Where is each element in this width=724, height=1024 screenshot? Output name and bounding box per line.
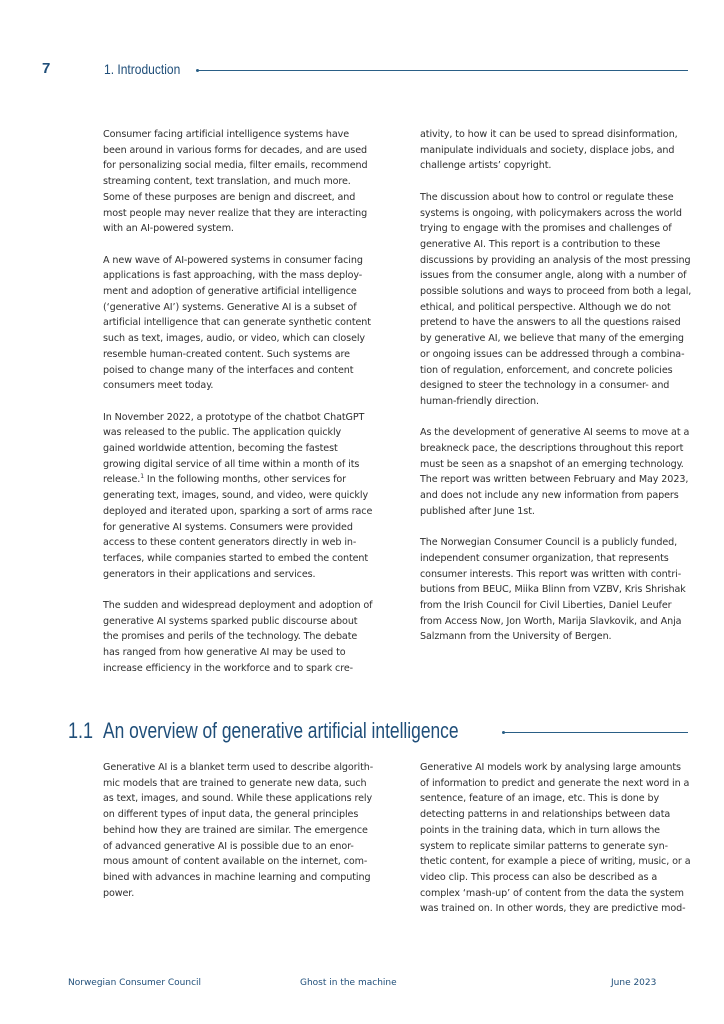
footer-report-title: Ghost in the machine: [300, 978, 397, 988]
footer-organization: Norwegian Consumer Council: [68, 978, 202, 988]
section-right-column: [420, 760, 692, 917]
intro-paragraph: A new wave of AI-powered systems in consumer facing applications is fast approaching, with the mass deploy-ment and adoption of generative artificial intelligence (‘generative AI’) systems. Generative AI is a subset of artificial intelligence that can generate synthetic content such as text, images, audio, or video, which can closely resemble human-created content. Such systems are poised to change many of the interfaces and content consumers meet today.: [103, 254, 371, 392]
section-paragraph: Generative AI models work by analysing large amounts of information to predict and generate the next word in a sentence, feature of an image, etc. This is done by detecting patterns in and relationships between data points in the training data, which in turn allows the system to replicate similar patterns to generate syn-thetic content, for example a piece of writing, music, or a video clip. This process can also be described as a complex ‘mash-up’ of content from the data the system was trained on. In other words, they are predictive mod-: [420, 762, 691, 915]
intro-paragraph: ativity, to how it can be used to spread disinformation, manipulate individuals and society, displace jobs, and challenge artists’ copyright.: [420, 129, 678, 172]
page-number: 7: [42, 60, 51, 77]
intro-left-column: [103, 127, 375, 677]
section-number: 1.1: [68, 718, 94, 743]
footer-date: June 2023: [611, 978, 657, 988]
chapter-title: 1. Introduction: [104, 61, 181, 77]
intro-right-column: [420, 127, 692, 645]
section-paragraph: Generative AI is a blanket term used to describe algorith-mic models that are trained to generate new data, such as text, images, and sound. While these applications rely on different types of input data, the general principles behind how they are trained are similar. The emergence of advanced generative AI is possible due to an enor-mous amount of content available on the internet, com-bined with advances in machine learning and computing power.: [103, 762, 374, 899]
intro-text: In November 2022, a prototype of the chatbot ChatGPT was released to the public. The application quickly gained worldwide attention, becoming the fastest growing digital service of all time within a month of its release.: [103, 411, 365, 486]
intro-paragraph: As the development of generative AI seems to move at a breakneck pace, the descriptions throughout this report must be seen as a snapshot of an emerging technology. The report was written between February and May 2023, and does not include any new information from papers published after June 1st.: [420, 427, 690, 517]
section-left-column: [103, 760, 375, 901]
intro-paragraph: The Norwegian Consumer Council is a publicly funded, independent consumer organization, that represents consumer interests. This report was written with contri-butions from BEUC, Miika Blinn from VZBV, Kris Shrishak from the Irish Council for Civil Liberties, Daniel Leufer from Access Now, Jon Worth, Marija Slavkovik, and Anja Salzmann from the University of Bergen.: [420, 537, 686, 643]
intro-paragraph: The sudden and widespread deployment and adoption of generative AI systems sparked public discourse about the promises and perils of the technology. The debate has ranged from how generative AI may be used to increase efficiency in the workforce and to spark cre-: [103, 600, 373, 674]
intro-paragraph: The discussion about how to control or regulate these systems is ongoing, with policymakers across the world trying to engage with the promises and challenges of generative AI. This report is a contribution to these discussions by providing an analysis of the most pressing issues from the consumer angle, along with a number of possible solutions and ways to proceed from both a legal, ethical, and political perspective. Although we do not pretend to have the answers to all the questions raised by generative AI, we believe that many of the emerging or ongoing issues can be addressed through a combina-tion of regulation, enforcement, and concrete policies designed to steer the technology in a consumer- and human-friendly direction.: [420, 191, 692, 407]
header-rule: [198, 70, 688, 71]
footnote-1-marker[interactable]: 1: [140, 473, 144, 481]
intro-paragraph-chatgpt: [103, 410, 375, 583]
rule-dot: [196, 69, 199, 72]
intro-text: In the following months, other services for generating text, images, sound, and video, were quickly deployed and iterated upon, sparking a sort of arms race for generative AI systems. Consumers were provided access to these content generators directly in web in-terfaces, while companies started to embed the content generators in their applications and services.: [103, 474, 373, 580]
section-title: An overview of generative artificial intelligence: [103, 718, 459, 743]
rule-dot: [502, 731, 505, 734]
section-rule: [504, 732, 688, 733]
intro-paragraph: Consumer facing artificial intelligence systems have been around in various forms for decades, and are used for personalizing social media, filter emails, recommend streaming content, text translation, and much more. Some of these purposes are benign and discreet, and most people may never realize that they are interacting with an AI-powered system.: [103, 129, 368, 235]
